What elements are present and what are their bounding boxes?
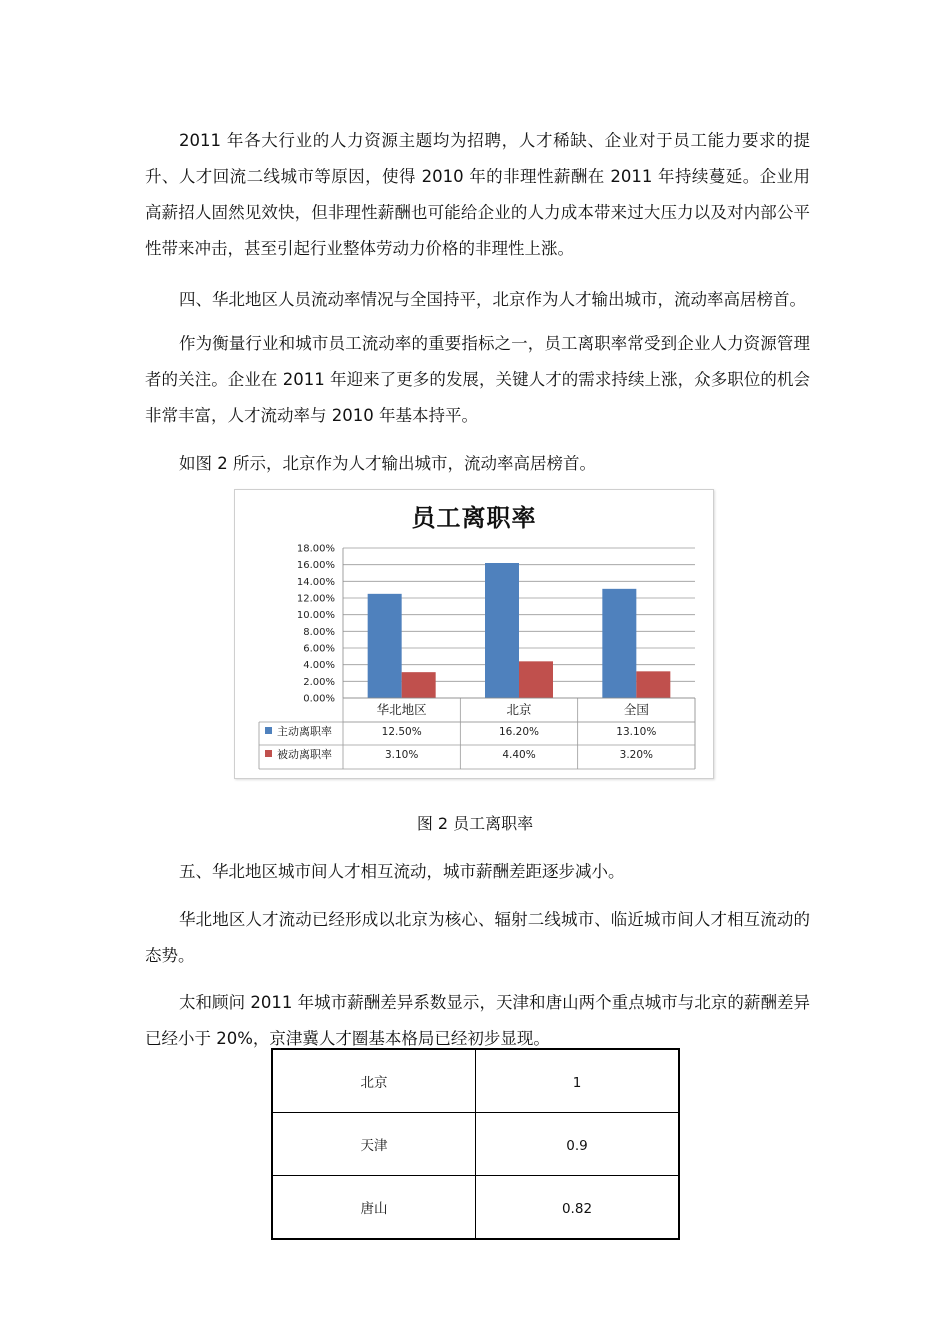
heading-section-five: 五、华北地区城市间人才相互流动，城市薪酬差距逐步减小。 — [179, 862, 625, 881]
bar-passive — [519, 661, 553, 698]
data-label: 3.20% — [619, 749, 654, 761]
bar-passive — [636, 671, 670, 698]
y-tick-label: 10.00% — [296, 610, 335, 622]
category-label: 全国 — [623, 702, 649, 717]
bar-passive — [402, 672, 436, 698]
legend-label: 主动离职率 — [277, 725, 332, 738]
table-row — [272, 1049, 679, 1113]
paragraph-recruitment: 2011 年各大行业的人力资源主题均为招聘，人才稀缺、企业对于员工能力要求的提升、人才回流二线城市等原因，使得 2010 年的非理性薪酬在 2011 年持续蔓延。企业用高薪招人固然见效快，但非理性薪酬也可能给企业的人力成本带来过大压力以及对内部公平性带来冲击，甚至引起行业整体劳动力价格的非理性上涨。 — [145, 131, 810, 258]
figure-caption: 图 2 员工离职率 — [416, 814, 534, 833]
table-cell-city: 天津 — [272, 1113, 476, 1176]
category-label: 华北地区 — [376, 702, 427, 717]
chart-title: 员工离职率 — [411, 504, 537, 532]
y-tick-label: 18.00% — [296, 543, 335, 555]
chart-svg — [235, 490, 713, 778]
legend-swatch — [265, 727, 272, 734]
table-cell-value: 0.82 — [476, 1176, 680, 1240]
data-label: 12.50% — [381, 726, 422, 738]
table-cell-value: 0.9 — [476, 1113, 680, 1176]
legend-swatch — [265, 750, 272, 757]
paragraph-salary-coefficient: 太和顾问 2011 年城市薪酬差异系数显示，天津和唐山两个重点城市与北京的薪酬差异已经小于 20%，京津冀人才圈基本格局已经初步显现。 — [145, 993, 810, 1048]
data-label: 13.10% — [616, 726, 657, 738]
y-tick-label: 0.00% — [303, 693, 335, 705]
table-cell-city: 唐山 — [272, 1176, 476, 1240]
salary-coefficient-table — [271, 1048, 680, 1240]
y-tick-label: 6.00% — [303, 643, 335, 655]
turnover-chart — [234, 489, 714, 779]
y-tick-label: 4.00% — [303, 660, 335, 672]
data-label: 3.10% — [384, 749, 419, 761]
bar-active — [602, 589, 636, 698]
legend-label: 被动离职率 — [277, 748, 332, 761]
category-label: 北京 — [506, 702, 532, 717]
y-tick-label: 16.00% — [296, 560, 335, 572]
bar-active — [368, 594, 402, 698]
y-tick-label: 14.00% — [296, 576, 335, 588]
y-tick-label: 2.00% — [303, 676, 335, 688]
data-label: 16.20% — [498, 726, 540, 738]
paragraph-figure-ref: 如图 2 所示，北京作为人才输出城市，流动率高居榜首。 — [179, 454, 596, 473]
data-label: 4.40% — [502, 749, 536, 761]
paragraph-talent-flow: 华北地区人才流动已经形成以北京为核心、辐射二线城市、临近城市间人才相互流动的态势。 — [145, 910, 810, 965]
table-cell-city: 北京 — [272, 1049, 476, 1113]
heading-section-four: 四、华北地区人员流动率情况与全国持平，北京作为人才输出城市，流动率高居榜首。 — [179, 290, 806, 309]
table-cell-value: 1 — [476, 1049, 680, 1113]
y-tick-label: 12.00% — [296, 593, 335, 605]
paragraph-turnover: 作为衡量行业和城市员工流动率的重要指标之一，员工离职率常受到企业人力资源管理者的关注。企业在 2011 年迎来了更多的发展，关键人才的需求持续上涨，众多职位的机会非常丰富，人才流动率与 2010 年基本持平。 — [145, 334, 810, 425]
table-row — [272, 1176, 679, 1240]
y-tick-label: 8.00% — [303, 626, 335, 638]
bar-active — [485, 563, 519, 698]
table-row — [272, 1113, 679, 1176]
